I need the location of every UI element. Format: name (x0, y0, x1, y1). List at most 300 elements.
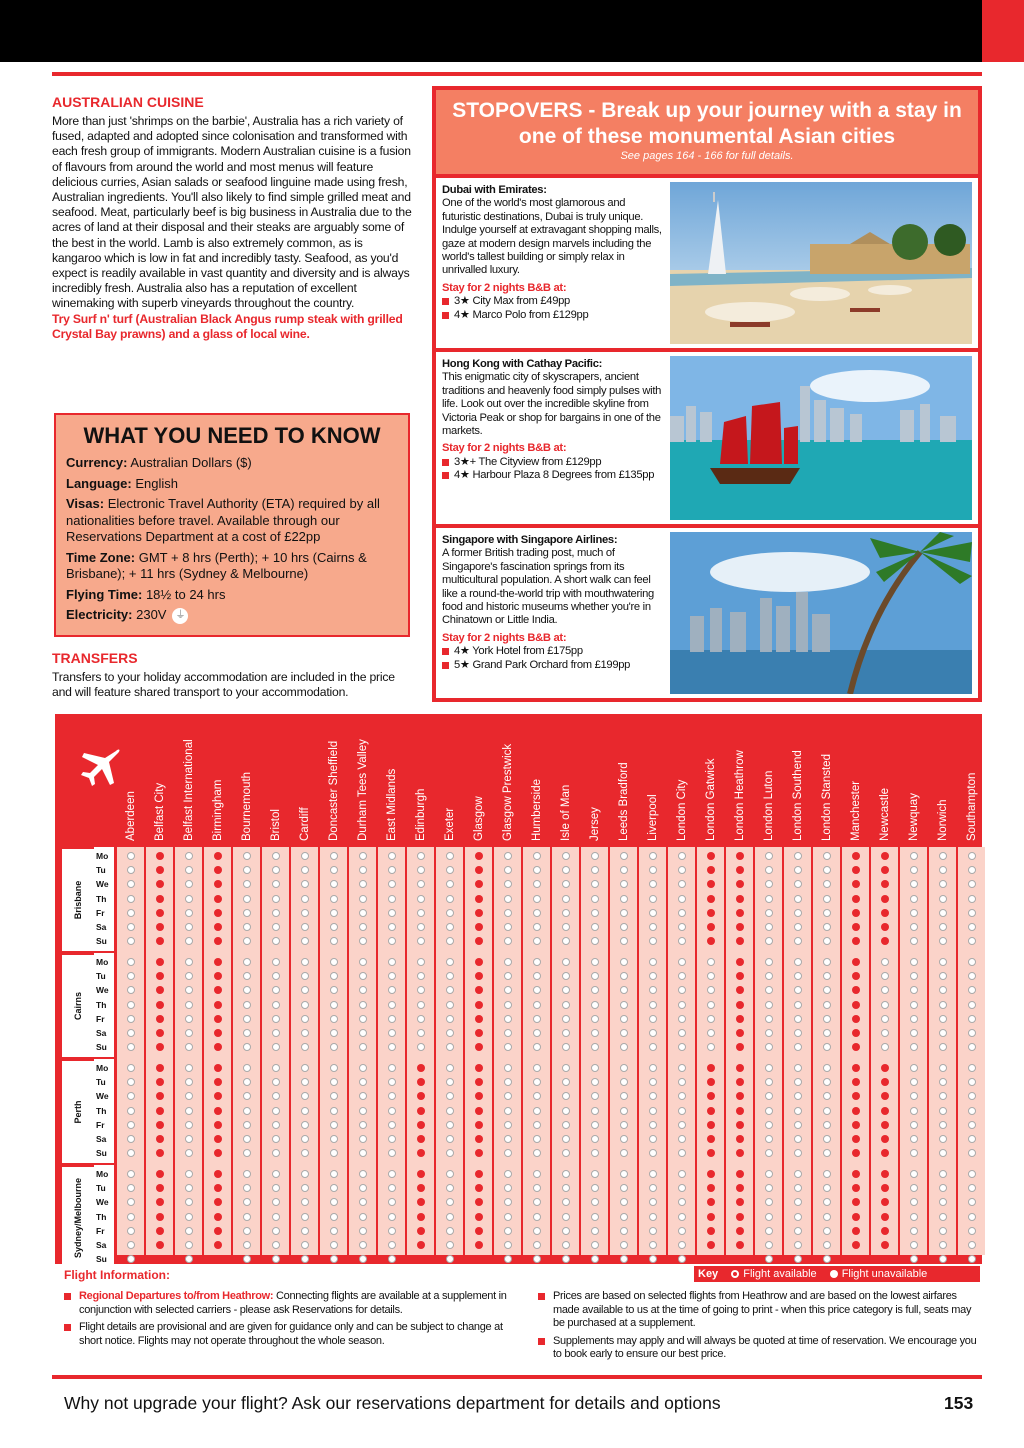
flight-unavailable-dot (620, 972, 628, 980)
flight-unavailable-dot (823, 972, 831, 980)
bullet-icon (442, 312, 449, 319)
flight-unavailable-dot (968, 852, 976, 860)
flight-available-dot (475, 972, 483, 980)
flight-available-dot (881, 880, 889, 888)
flight-unavailable-dot (794, 1135, 802, 1143)
airport-header (668, 721, 695, 845)
flight-unavailable-dot (359, 1255, 367, 1263)
flight-unavailable-dot (591, 1241, 599, 1249)
flight-available-dot (736, 972, 744, 980)
flight-unavailable-dot (446, 895, 454, 903)
flight-unavailable-dot (823, 1043, 831, 1051)
flight-unavailable-dot (127, 923, 135, 931)
flight-unavailable-dot (388, 880, 396, 888)
flight-unavailable-dot (649, 1001, 657, 1009)
flight-unavailable-dot (939, 986, 947, 994)
flight-unavailable-dot (388, 1078, 396, 1086)
flight-available-dot (736, 1064, 744, 1072)
flight-available-dot (156, 1015, 164, 1023)
flight-unavailable-dot (591, 1184, 599, 1192)
flight-unavailable-dot (446, 1064, 454, 1072)
flight-unavailable-dot (185, 1255, 193, 1263)
flight-unavailable-dot (272, 1198, 280, 1206)
airport-header (697, 721, 724, 845)
flight-unavailable-dot (330, 1001, 338, 1009)
flight-unavailable-dot (794, 1121, 802, 1129)
flight-available-dot (417, 1184, 425, 1192)
flight-unavailable-dot (591, 1107, 599, 1115)
flight-available-dot (852, 1043, 860, 1051)
day-label: We (96, 879, 109, 890)
flight-available-dot (707, 1092, 715, 1100)
flight-unavailable-dot (649, 1184, 657, 1192)
flight-unavailable-dot (794, 986, 802, 994)
available-dot-icon (731, 1270, 739, 1278)
language-label: Language: (66, 475, 132, 491)
day-label: Tu (96, 971, 106, 982)
stopover-option (442, 456, 666, 469)
flight-unavailable-dot (185, 972, 193, 980)
flight-available-dot (475, 986, 483, 994)
flight-available-dot (475, 1001, 483, 1009)
flight-unavailable-dot (388, 1064, 396, 1072)
flight-unavailable-dot (591, 895, 599, 903)
flight-unavailable-dot (504, 1184, 512, 1192)
flight-unavailable-dot (910, 1170, 918, 1178)
flight-unavailable-dot (794, 958, 802, 966)
flight-unavailable-dot (649, 1170, 657, 1178)
flight-unavailable-dot (823, 1001, 831, 1009)
flight-unavailable-dot (301, 1149, 309, 1157)
flight-unavailable-dot (591, 1064, 599, 1072)
flight-unavailable-dot (330, 852, 338, 860)
flight-unavailable-dot (446, 1184, 454, 1192)
flight-unavailable-dot (939, 958, 947, 966)
note-text: Flight details are provisional and are given for guidance only and can be subject to change at short notice. Flights may not operate throughout the whole season. (79, 1321, 503, 1347)
flight-unavailable-dot (446, 1227, 454, 1235)
flight-available-dot (736, 1241, 744, 1249)
flight-available-dot (214, 1241, 222, 1249)
airport-label: Birmingham (211, 779, 224, 841)
flight-unavailable-dot (185, 1213, 193, 1221)
stopover-dubai-text (442, 184, 666, 322)
airport-label: East Midlands (385, 768, 398, 841)
flight-unavailable-dot (591, 852, 599, 860)
flight-unavailable-dot (620, 895, 628, 903)
flight-unavailable-dot (910, 972, 918, 980)
stopover-option-text: 3★+ The Cityview from £129pp (454, 455, 602, 468)
flight-unavailable-dot (794, 1149, 802, 1157)
airport-header (407, 721, 434, 845)
flight-available-dot (156, 986, 164, 994)
stopover-hongkong (436, 352, 978, 524)
flight-unavailable-dot (968, 1227, 976, 1235)
flight-unavailable-dot (533, 1015, 541, 1023)
flight-unavailable-dot (678, 1213, 686, 1221)
flight-unavailable-dot (968, 923, 976, 931)
flight-unavailable-dot (562, 1149, 570, 1157)
stopovers-box (432, 86, 982, 702)
flight-available-dot (881, 1121, 889, 1129)
flight-unavailable-dot (939, 1149, 947, 1157)
flight-unavailable-dot (127, 880, 135, 888)
flight-available-dot (707, 1255, 715, 1263)
flight-unavailable-dot (620, 1107, 628, 1115)
flight-available-dot (156, 937, 164, 945)
flight-unavailable-dot (765, 866, 773, 874)
flight-unavailable-dot (533, 1241, 541, 1249)
airport-header (204, 721, 231, 845)
flight-unavailable-dot (185, 1043, 193, 1051)
flight-unavailable-dot (533, 1227, 541, 1235)
flight-unavailable-dot (272, 1001, 280, 1009)
airport-label: Southampton (965, 772, 978, 841)
flight-unavailable-dot (765, 1227, 773, 1235)
flight-available-dot (156, 972, 164, 980)
flight-unavailable-dot (301, 937, 309, 945)
flight-unavailable-dot (185, 866, 193, 874)
flight-unavailable-dot (359, 1184, 367, 1192)
flight-unavailable-dot (446, 1170, 454, 1178)
flight-available-dot (214, 958, 222, 966)
day-label: Th (96, 999, 107, 1010)
flight-unavailable-dot (794, 1170, 802, 1178)
flight-unavailable-dot (388, 1029, 396, 1037)
flight-unavailable-dot (591, 1121, 599, 1129)
airport-label: London Gatwick (704, 758, 717, 841)
flight-unavailable-dot (301, 1227, 309, 1235)
flight-unavailable-dot (446, 1121, 454, 1129)
flight-unavailable-dot (910, 1227, 918, 1235)
flight-unavailable-dot (562, 1078, 570, 1086)
flight-available-dot (881, 1149, 889, 1157)
flight-unavailable-dot (649, 1149, 657, 1157)
flight-available-dot (852, 1135, 860, 1143)
flight-unavailable-dot (794, 1213, 802, 1221)
flight-unavailable-dot (330, 1078, 338, 1086)
flight-unavailable-dot (533, 1092, 541, 1100)
flight-unavailable-dot (794, 923, 802, 931)
flight-unavailable-dot (562, 958, 570, 966)
flight-unavailable-dot (562, 852, 570, 860)
flight-unavailable-dot (127, 866, 135, 874)
airport-label: Belfast International (182, 739, 195, 841)
flight-unavailable-dot (243, 1015, 251, 1023)
note-item (538, 1335, 978, 1362)
flight-unavailable-dot (910, 1135, 918, 1143)
flight-unavailable-dot (910, 1064, 918, 1072)
flight-unavailable-dot (620, 1092, 628, 1100)
singapore-photo (670, 532, 972, 694)
flight-available-dot (214, 923, 222, 931)
flight-unavailable-dot (330, 1107, 338, 1115)
flight-unavailable-dot (823, 1107, 831, 1115)
flight-unavailable-dot (330, 909, 338, 917)
flight-unavailable-dot (678, 1227, 686, 1235)
flight-available-dot (156, 1092, 164, 1100)
flight-unavailable-dot (591, 972, 599, 980)
flight-unavailable-dot (301, 1135, 309, 1143)
airport-header (146, 721, 173, 845)
flight-available-dot (156, 1001, 164, 1009)
flight-unavailable-dot (649, 1255, 657, 1263)
flight-unavailable-dot (823, 1092, 831, 1100)
flight-unavailable-dot (504, 1064, 512, 1072)
flight-unavailable-dot (272, 923, 280, 931)
flight-available-dot (881, 1078, 889, 1086)
day-labels (94, 953, 114, 1057)
flight-available-dot (707, 1241, 715, 1249)
flight-unavailable-dot (388, 1170, 396, 1178)
flight-unavailable-dot (910, 1029, 918, 1037)
flight-available-dot (156, 1029, 164, 1037)
flight-unavailable-dot (794, 852, 802, 860)
flight-available-dot (475, 1121, 483, 1129)
flying-label: Flying Time: (66, 586, 143, 602)
flight-unavailable-dot (823, 1064, 831, 1072)
flight-unavailable-dot (301, 1107, 309, 1115)
day-label: Fr (96, 907, 105, 918)
flight-unavailable-dot (359, 852, 367, 860)
flight-unavailable-dot (330, 1121, 338, 1129)
flight-unavailable-dot (910, 1121, 918, 1129)
flight-available-dot (736, 923, 744, 931)
key-label: Key (698, 1268, 719, 1280)
flight-unavailable-dot (968, 1135, 976, 1143)
bullet-icon (442, 472, 449, 479)
flight-available-dot (852, 1029, 860, 1037)
flight-unavailable-dot (823, 1184, 831, 1192)
visas-value: Electronic Travel Authority (ETA) required by all nationalities before travel. Available through our Reservations Department at a cost of £22pp (66, 496, 380, 544)
flight-unavailable-dot (765, 1107, 773, 1115)
flight-available-dot (852, 972, 860, 980)
flight-unavailable-dot (823, 986, 831, 994)
flight-available-dot (881, 1213, 889, 1221)
flight-unavailable-dot (562, 1107, 570, 1115)
flight-unavailable-dot (794, 1029, 802, 1037)
destination-label: Perth (73, 1100, 83, 1124)
flight-unavailable-dot (591, 1198, 599, 1206)
flight-unavailable-dot (910, 1092, 918, 1100)
airport-header (610, 721, 637, 845)
flight-unavailable-dot (127, 1149, 135, 1157)
flight-available-dot (214, 1043, 222, 1051)
flight-unavailable-dot (620, 986, 628, 994)
flight-unavailable-dot (649, 1107, 657, 1115)
flight-unavailable-dot (446, 1135, 454, 1143)
flight-unavailable-dot (765, 1043, 773, 1051)
flight-available-dot (417, 1241, 425, 1249)
flight-unavailable-dot (649, 1135, 657, 1143)
notes-left (64, 1290, 514, 1352)
flight-available-dot (475, 1107, 483, 1115)
flight-unavailable-dot (765, 923, 773, 931)
flight-unavailable-dot (562, 1241, 570, 1249)
flight-unavailable-dot (504, 1255, 512, 1263)
flight-unavailable-dot (794, 1227, 802, 1235)
transfers-body: Transfers to your holiday accommodation are included in the price and will feature shared transport to your accommodation. (52, 670, 395, 699)
flight-unavailable-dot (243, 1029, 251, 1037)
flight-available-dot (881, 1107, 889, 1115)
flight-unavailable-dot (301, 1255, 309, 1263)
day-label: Mo (96, 851, 109, 861)
flight-available-dot (475, 1170, 483, 1178)
flight-available-dot (156, 1149, 164, 1157)
hongkong-photo (670, 356, 972, 520)
flight-unavailable-dot (533, 1078, 541, 1086)
flight-unavailable-dot (678, 909, 686, 917)
flight-available-dot (707, 1170, 715, 1178)
flight-unavailable-dot (185, 1107, 193, 1115)
flight-unavailable-dot (243, 1121, 251, 1129)
flight-unavailable-dot (968, 866, 976, 874)
flight-unavailable-dot (301, 1170, 309, 1178)
flight-available-dot (881, 1184, 889, 1192)
flight-unavailable-dot (504, 866, 512, 874)
flight-unavailable-dot (562, 986, 570, 994)
flight-unavailable-dot (968, 1029, 976, 1037)
flight-available-dot (852, 880, 860, 888)
flight-unavailable-dot (243, 1213, 251, 1221)
flight-available-dot (214, 852, 222, 860)
flight-unavailable-dot (127, 1227, 135, 1235)
flight-available-dot (214, 937, 222, 945)
flight-unavailable-dot (243, 1198, 251, 1206)
flight-available-dot (707, 852, 715, 860)
day-label: Sa (96, 1134, 107, 1144)
flight-unavailable-dot (272, 1213, 280, 1221)
flight-unavailable-dot (678, 866, 686, 874)
bullet-icon (442, 662, 449, 669)
stopover-option (442, 309, 666, 322)
flight-unavailable-dot (910, 958, 918, 966)
flight-unavailable-dot (330, 1255, 338, 1263)
flight-unavailable-dot (446, 1198, 454, 1206)
flight-unavailable-dot (910, 895, 918, 903)
flight-unavailable-dot (562, 1043, 570, 1051)
flight-unavailable-dot (504, 895, 512, 903)
airport-header (900, 721, 927, 845)
flight-available-dot (852, 1149, 860, 1157)
electricity-value: 230V (136, 607, 167, 622)
flight-unavailable-dot (881, 1015, 889, 1023)
flight-available-dot (707, 1213, 715, 1221)
flight-unavailable-dot (127, 909, 135, 917)
flight-available-dot (707, 1198, 715, 1206)
flight-available-dot (852, 923, 860, 931)
flight-available-dot (707, 923, 715, 931)
flight-available-dot (852, 937, 860, 945)
flight-unavailable-dot (939, 1135, 947, 1143)
day-label: Mo (96, 1169, 109, 1179)
flight-unavailable-dot (359, 1078, 367, 1086)
flight-unavailable-dot (939, 1227, 947, 1235)
flight-unavailable-dot (446, 1001, 454, 1009)
flight-available-dot (707, 880, 715, 888)
flight-available-dot (707, 1149, 715, 1157)
flight-unavailable-dot (678, 1015, 686, 1023)
flight-available-dot (736, 1092, 744, 1100)
flight-available-dot (736, 866, 744, 874)
day-label: Su (96, 1148, 107, 1159)
airport-header (581, 721, 608, 845)
flight-unavailable-dot (417, 1043, 425, 1051)
flight-unavailable-dot (707, 1029, 715, 1037)
flight-available-dot (852, 1255, 860, 1263)
day-label: Su (96, 1042, 107, 1053)
airport-label: Doncaster Sheffield (327, 740, 340, 841)
flight-unavailable-dot (272, 909, 280, 917)
flight-unavailable-dot (910, 1184, 918, 1192)
flight-unavailable-dot (446, 923, 454, 931)
flight-unavailable-dot (127, 958, 135, 966)
flight-unavailable-dot (301, 909, 309, 917)
currency-value: Australian Dollars ($) (130, 455, 252, 470)
flight-unavailable-dot (678, 1092, 686, 1100)
flight-unavailable-dot (504, 1121, 512, 1129)
flight-unavailable-dot (127, 1043, 135, 1051)
flight-unavailable-dot (359, 866, 367, 874)
flight-unavailable-dot (330, 1064, 338, 1072)
plug-icon: ⏚ (172, 608, 188, 624)
flight-unavailable-dot (504, 937, 512, 945)
flight-unavailable-dot (127, 1015, 135, 1023)
flight-unavailable-dot (301, 972, 309, 980)
airport-label: Glasgow Prestwick (501, 743, 514, 841)
flight-available-dot (156, 852, 164, 860)
airport-header (175, 721, 202, 845)
flight-available-dot (707, 1135, 715, 1143)
day-labels (94, 1059, 114, 1163)
flight-unavailable-dot (301, 1213, 309, 1221)
flight-unavailable-dot (185, 958, 193, 966)
flight-available-dot (707, 1227, 715, 1235)
day-label: Tu (96, 865, 106, 876)
flight-unavailable-dot (127, 1064, 135, 1072)
flight-unavailable-dot (620, 1255, 628, 1263)
bullet-icon (64, 1293, 71, 1300)
flight-unavailable-dot (562, 1213, 570, 1221)
flight-unavailable-dot (794, 1255, 802, 1263)
cuisine-heading: AUSTRALIAN CUISINE (52, 94, 204, 110)
flight-unavailable-dot (678, 1078, 686, 1086)
flight-unavailable-dot (968, 1092, 976, 1100)
flight-unavailable-dot (127, 972, 135, 980)
flight-unavailable-dot (301, 1121, 309, 1129)
flight-unavailable-dot (272, 1227, 280, 1235)
flight-unavailable-dot (881, 972, 889, 980)
bullet-icon (538, 1338, 545, 1345)
flight-unavailable-dot (446, 958, 454, 966)
day-label: We (96, 1197, 109, 1208)
flight-available-dot (214, 880, 222, 888)
flight-unavailable-dot (910, 923, 918, 931)
flight-unavailable-dot (707, 1015, 715, 1023)
flight-unavailable-dot (388, 1213, 396, 1221)
airport-label: Newcastle (878, 787, 891, 841)
stopover-singapore-text (442, 534, 666, 672)
note-item (64, 1290, 514, 1317)
flight-unavailable-dot (359, 880, 367, 888)
flight-unavailable-dot (388, 852, 396, 860)
destination-label: Brisbane (73, 880, 83, 920)
destination-cell (62, 953, 94, 1057)
flight-unavailable-dot (533, 1107, 541, 1115)
flight-unavailable-dot (330, 1241, 338, 1249)
flight-unavailable-dot (243, 958, 251, 966)
flight-available-dot (707, 1121, 715, 1129)
stopover-option-text: 3★ City Max from £49pp (454, 295, 570, 308)
